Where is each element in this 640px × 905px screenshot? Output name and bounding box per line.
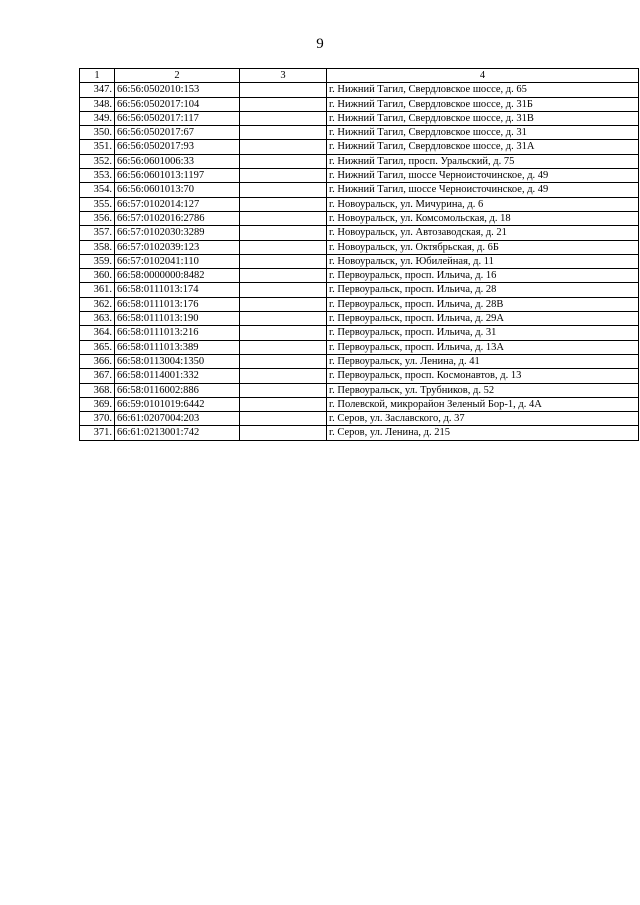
address-cell: г. Серов, ул. Заславского, д. 37 [327, 412, 639, 426]
table-row [80, 240, 639, 254]
address-cell: г. Нижний Тагил, просп. Уральский, д. 75 [327, 154, 639, 168]
cadastral-number-cell: 66:58:0111013:389 [115, 340, 240, 354]
table-row [80, 154, 639, 168]
row-number-cell: 364. [80, 326, 115, 340]
table-row [80, 111, 639, 125]
table-row [80, 312, 639, 326]
address-cell: г. Полевской, микрорайон Зеленый Бор-1, д. 4А [327, 397, 639, 411]
table-row [80, 126, 639, 140]
address-cell: г. Первоуральск, ул. Ленина, д. 41 [327, 354, 639, 368]
row-number-cell: 354. [80, 183, 115, 197]
cadastral-number-cell: 66:56:0502017:93 [115, 140, 240, 154]
row-number-cell: 371. [80, 426, 115, 440]
cadastral-number-cell: 66:58:0111013:216 [115, 326, 240, 340]
address-cell: г. Нижний Тагил, Свердловское шоссе, д. 31В [327, 111, 639, 125]
row-number-cell: 362. [80, 297, 115, 311]
cadastral-number-cell: 66:61:0207004:203 [115, 412, 240, 426]
row-number-cell: 356. [80, 211, 115, 225]
cadastral-number-cell: 66:57:0102030:3289 [115, 226, 240, 240]
cadastral-number-cell: 66:56:0502017:117 [115, 111, 240, 125]
address-cell: г. Новоуральск, ул. Комсомольская, д. 18 [327, 211, 639, 225]
column-3-cell [240, 412, 327, 426]
table-row [80, 269, 639, 283]
column-3-cell [240, 111, 327, 125]
address-cell: г. Новоуральск, ул. Мичурина, д. 6 [327, 197, 639, 211]
table-body [80, 83, 639, 440]
cadastral-number-cell: 66:58:0113004:1350 [115, 354, 240, 368]
column-header-2: 2 [115, 69, 240, 83]
table-row [80, 140, 639, 154]
column-3-cell [240, 97, 327, 111]
column-3-cell [240, 240, 327, 254]
column-3-cell [240, 312, 327, 326]
address-cell: г. Новоуральск, ул. Юбилейная, д. 11 [327, 254, 639, 268]
address-cell: г. Первоуральск, просп. Ильича, д. 31 [327, 326, 639, 340]
column-header-1: 1 [80, 69, 115, 83]
cadastral-number-cell: 66:58:0116002:886 [115, 383, 240, 397]
address-cell: г. Серов, ул. Ленина, д. 215 [327, 426, 639, 440]
column-3-cell [240, 283, 327, 297]
row-number-cell: 366. [80, 354, 115, 368]
cadastral-number-cell: 66:58:0000000:8482 [115, 269, 240, 283]
table-row [80, 369, 639, 383]
table-row [80, 226, 639, 240]
address-cell: г. Первоуральск, просп. Ильича, д. 13А [327, 340, 639, 354]
cadastral-number-cell: 66:58:0111013:174 [115, 283, 240, 297]
cadastral-number-cell: 66:56:0601006:33 [115, 154, 240, 168]
address-cell: г. Новоуральск, ул. Октябрьская, д. 6Б [327, 240, 639, 254]
row-number-cell: 361. [80, 283, 115, 297]
address-cell: г. Нижний Тагил, шоссе Черноисточинское, д. 49 [327, 183, 639, 197]
row-number-cell: 347. [80, 83, 115, 97]
row-number-cell: 355. [80, 197, 115, 211]
column-3-cell [240, 211, 327, 225]
column-3-cell [240, 83, 327, 97]
cadastral-number-cell: 66:56:0502010:153 [115, 83, 240, 97]
table-row [80, 254, 639, 268]
address-cell: г. Нижний Тагил, шоссе Черноисточинское, д. 49 [327, 169, 639, 183]
column-3-cell [240, 154, 327, 168]
cadastral-number-cell: 66:56:0502017:67 [115, 126, 240, 140]
column-3-cell [240, 340, 327, 354]
address-cell: г. Нижний Тагил, Свердловское шоссе, д. 31А [327, 140, 639, 154]
row-number-cell: 370. [80, 412, 115, 426]
column-3-cell [240, 254, 327, 268]
table-row [80, 412, 639, 426]
column-3-cell [240, 383, 327, 397]
cadastral-number-cell: 66:59:0101019:6442 [115, 397, 240, 411]
cadastral-number-cell: 66:57:0102041:110 [115, 254, 240, 268]
table-row [80, 211, 639, 225]
address-cell: г. Первоуральск, просп. Ильича, д. 28В [327, 297, 639, 311]
address-cell: г. Первоуральск, просп. Ильича, д. 28 [327, 283, 639, 297]
column-3-cell [240, 140, 327, 154]
column-3-cell [240, 354, 327, 368]
address-cell: г. Новоуральск, ул. Автозаводская, д. 21 [327, 226, 639, 240]
address-cell: г. Первоуральск, просп. Ильича, д. 16 [327, 269, 639, 283]
table-row [80, 297, 639, 311]
cadastral-number-cell: 66:57:0102016:2786 [115, 211, 240, 225]
column-header-4: 4 [327, 69, 639, 83]
column-3-cell [240, 326, 327, 340]
address-cell: г. Нижний Тагил, Свердловское шоссе, д. 65 [327, 83, 639, 97]
table-row [80, 397, 639, 411]
address-cell: г. Первоуральск, просп. Ильича, д. 29А [327, 312, 639, 326]
address-cell: г. Нижний Тагил, Свердловское шоссе, д. 31 [327, 126, 639, 140]
row-number-cell: 365. [80, 340, 115, 354]
table-row [80, 197, 639, 211]
row-number-cell: 353. [80, 169, 115, 183]
column-3-cell [240, 226, 327, 240]
table-row [80, 169, 639, 183]
column-3-cell [240, 297, 327, 311]
address-cell: г. Нижний Тагил, Свердловское шоссе, д. 31Б [327, 97, 639, 111]
column-3-cell [240, 426, 327, 440]
table-row [80, 426, 639, 440]
registry-table [79, 68, 639, 441]
address-cell: г. Первоуральск, ул. Трубников, д. 52 [327, 383, 639, 397]
column-3-cell [240, 126, 327, 140]
cadastral-number-cell: 66:56:0502017:104 [115, 97, 240, 111]
row-number-cell: 352. [80, 154, 115, 168]
row-number-cell: 351. [80, 140, 115, 154]
row-number-cell: 367. [80, 369, 115, 383]
cadastral-number-cell: 66:57:0102039:123 [115, 240, 240, 254]
row-number-cell: 348. [80, 97, 115, 111]
row-number-cell: 357. [80, 226, 115, 240]
table-row [80, 283, 639, 297]
column-3-cell [240, 183, 327, 197]
row-number-cell: 359. [80, 254, 115, 268]
cadastral-number-cell: 66:57:0102014:127 [115, 197, 240, 211]
row-number-cell: 369. [80, 397, 115, 411]
row-number-cell: 363. [80, 312, 115, 326]
table-row [80, 383, 639, 397]
table-row [80, 183, 639, 197]
row-number-cell: 358. [80, 240, 115, 254]
column-header-3: 3 [240, 69, 327, 83]
row-number-cell: 349. [80, 111, 115, 125]
cadastral-number-cell: 66:56:0601013:1197 [115, 169, 240, 183]
cadastral-number-cell: 66:58:0114001:332 [115, 369, 240, 383]
cadastral-number-cell: 66:58:0111013:176 [115, 297, 240, 311]
cadastral-number-cell: 66:56:0601013:70 [115, 183, 240, 197]
table-row [80, 326, 639, 340]
table-row [80, 83, 639, 97]
table-row [80, 97, 639, 111]
page-number: 9 [316, 36, 324, 52]
row-number-cell: 360. [80, 269, 115, 283]
column-3-cell [240, 369, 327, 383]
column-3-cell [240, 169, 327, 183]
table-header-row [80, 69, 639, 83]
cadastral-number-cell: 66:58:0111013:190 [115, 312, 240, 326]
column-3-cell [240, 397, 327, 411]
table-row [80, 340, 639, 354]
column-3-cell [240, 269, 327, 283]
row-number-cell: 350. [80, 126, 115, 140]
column-3-cell [240, 197, 327, 211]
row-number-cell: 368. [80, 383, 115, 397]
address-cell: г. Первоуральск, просп. Космонавтов, д. 13 [327, 369, 639, 383]
cadastral-number-cell: 66:61:0213001:742 [115, 426, 240, 440]
table-row [80, 354, 639, 368]
